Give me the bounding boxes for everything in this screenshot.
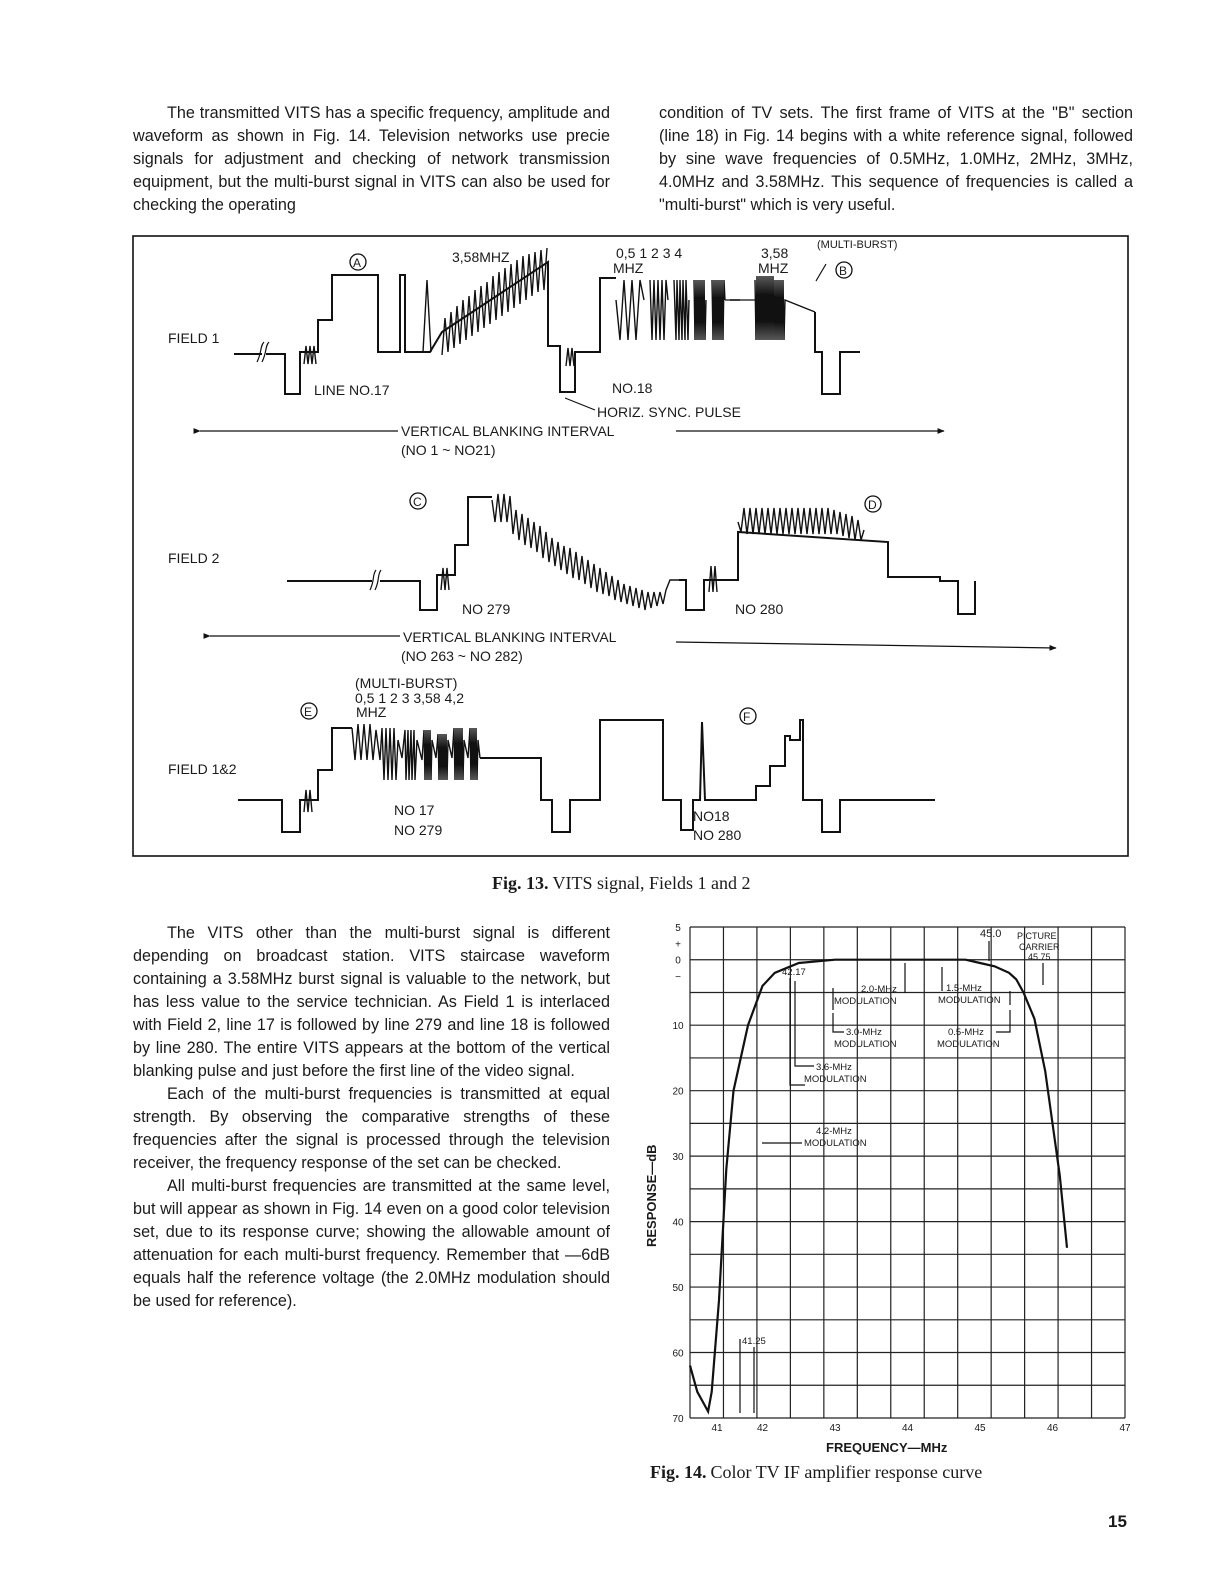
field1-sync-burst2 <box>566 348 574 366</box>
ann-36mhz-leader <box>795 981 814 1066</box>
intro-right-text: condition of TV sets. The first frame of VITS at the "B" section (line 18) in Fig. 14 begins with a white reference signal, followed by sine wave frequencies of 0.5MHz, 1.0MHz, 2MHz, 3MHz, 4.0MHz and 3.58MHz. This sequence of frequencies is called a "multi-burst" which is very useful. <box>659 104 1133 214</box>
intro-left-text: The transmitted VITS has a specific frequency, amplitude and waveform as shown in Fig. 14. Television networks use precie signals for adjustment and checking of network transmission equipment, but the multi-burst signal in VITS can also be used for checking the operating <box>133 104 610 214</box>
ann-42mhz-mod: MODULATION <box>804 1138 867 1149</box>
vbi2-label: VERTICAL BLANKING INTERVAL <box>403 629 617 645</box>
y-tick-label: 5 <box>675 923 681 934</box>
multiburst-e-label: (MULTI-BURST) <box>355 675 458 691</box>
vbi2-arrow-right <box>676 642 1056 648</box>
x-tick-label: 41 <box>711 1423 723 1434</box>
multiburst-e-nums: 0,5 1 2 3 3,58 4,2 <box>355 690 464 706</box>
horiz-sync-label: HORIZ. SYNC. PULSE <box>597 404 741 420</box>
ann-05mhz-leader <box>996 1010 1010 1032</box>
ann-05mhz-mod: MODULATION <box>937 1039 1000 1050</box>
y-tick-label: 0 <box>675 955 681 967</box>
fig14-caption-text: Color TV IF amplifier response curve <box>710 1462 983 1482</box>
chart-annotations <box>740 928 1060 1413</box>
body-left-column <box>133 922 610 1313</box>
y-tick-label: 40 <box>672 1217 684 1229</box>
ann-picture: PICTURE <box>1017 931 1057 941</box>
marker-f: F <box>743 710 751 724</box>
ann-30mhz-mod: MODULATION <box>834 1039 897 1050</box>
body-para-2: Each of the multi-burst frequencies is transmitted at equal strength. By observing the comparative strengths of these frequencies after the signal is processed through the television receiver, the frequency response of the set can be checked. <box>133 1085 610 1172</box>
ann-05mhz: 0.5-MHz <box>948 1027 984 1038</box>
vbi2-range: (NO 263 ~ NO 282) <box>401 648 523 664</box>
marker-b-slash <box>816 264 826 281</box>
field12-no18: NO18 <box>693 808 730 824</box>
x-tick-label: 44 <box>901 1423 914 1434</box>
field12-no279: NO 279 <box>394 822 443 838</box>
y-tick-label: − <box>675 972 681 984</box>
ann-30mhz-leader <box>833 1013 844 1032</box>
field1-break-mark <box>257 342 269 362</box>
ann-carrier: CARRIER <box>1019 942 1060 952</box>
ann-4575: 45.75 <box>1028 952 1051 962</box>
y-tick-label: 20 <box>672 1086 684 1098</box>
x-tick-labels <box>711 1423 1131 1434</box>
ann-42mhz: 4.2-MHz <box>816 1126 852 1137</box>
freq-358-label: 3,58MHZ <box>452 249 510 265</box>
field12-label: FIELD 1&2 <box>168 761 237 777</box>
figure-frame <box>133 236 1128 856</box>
field2-label: FIELD 2 <box>168 550 220 566</box>
field12-no17: NO 17 <box>394 802 435 818</box>
ann-30mhz: 3.0-MHz <box>846 1027 882 1038</box>
ann-36mhz: 3.6-MHz <box>816 1062 852 1073</box>
fig14-caption-num: Fig. 14. <box>650 1462 707 1482</box>
field1-multiburst <box>616 276 815 340</box>
ann-4125: 41.25 <box>742 1336 766 1347</box>
y-tick-label: 70 <box>672 1414 684 1425</box>
field1-sync-burst <box>304 346 316 364</box>
field2-sync-burst <box>441 568 449 590</box>
vbi1-range: (NO 1 ~ NO21) <box>401 442 496 458</box>
y-tick-label: 50 <box>672 1283 684 1295</box>
ann-450: 45.0 <box>980 928 1002 940</box>
multiburst-top-label: (MULTI-BURST) <box>817 239 898 251</box>
field12-waveform <box>238 720 935 832</box>
x-tick-label: 45 <box>974 1423 986 1434</box>
y-axis-label: RESPONSE—dB <box>644 1144 659 1247</box>
ann-36mhz-mod: MODULATION <box>804 1074 867 1085</box>
multiburst-top-358-mhz: MHZ <box>758 260 789 276</box>
body-para-1: The VITS other than the multi-burst signal is different depending on broadcast station. VITS staircase waveform containing a 3.58MHz burst signal is valuable to the network, but has less value to the service technician. As Field 1 is interlaced with Field 2, line 17 is followed by line 279 and line 18 is followed by line 280. The entire VITS appears at the bottom of the vertical blanking pulse and just before the first line of the video signal. <box>133 924 610 1080</box>
multiburst-top-mhz: MHZ <box>613 260 644 276</box>
ann-20mhz-mod: MODULATION <box>834 996 897 1007</box>
no280-label: NO 280 <box>735 601 784 617</box>
multiburst-top-nums: 0,5 1 2 3 4 <box>616 245 683 261</box>
marker-c: C <box>413 495 422 509</box>
body-para-3: All multi-burst frequencies are transmitted at the same level, but will appear as shown in Fig. 14 even on a good color television set, due to its response curve; showing the allowable amount of attenuation for each multi-burst frequency. Remember that —6dB equals half the reference voltage (the 2.0MHz modulation should be used for reference). <box>133 1177 610 1310</box>
fig13-caption-num: Fig. 13. <box>492 873 549 893</box>
x-tick-label: 46 <box>1046 1423 1059 1434</box>
ann-15mhz-mod: MODULATION <box>938 995 1001 1006</box>
x-tick-label: 43 <box>829 1423 841 1434</box>
y-tick-label: + <box>675 939 681 951</box>
no18-label: NO.18 <box>612 380 653 396</box>
multiburst-top-358: 3,58 <box>761 245 789 261</box>
y-tick-label: 60 <box>672 1348 684 1360</box>
ann-4125-leader <box>740 1339 754 1413</box>
fig13-caption <box>492 873 751 894</box>
field1-label: FIELD 1 <box>168 330 220 346</box>
y-tick-labels <box>672 923 684 1425</box>
field12-multiburst <box>352 724 480 780</box>
x-tick-label: 47 <box>1119 1423 1131 1434</box>
multiburst-e-mhz: MHZ <box>356 704 387 720</box>
ann-15mhz: 1.5-MHz <box>946 983 982 994</box>
ann-4217-leader <box>790 978 805 1085</box>
field1-358-burst <box>423 280 431 352</box>
page-number: 15 <box>1108 1512 1127 1531</box>
field12-no280: NO 280 <box>693 827 742 843</box>
response-curve-chart <box>630 915 1150 1460</box>
line17-label: LINE NO.17 <box>314 382 390 398</box>
ann-4217: 42.17 <box>782 967 806 978</box>
y-tick-label: 30 <box>672 1152 684 1164</box>
marker-a: A <box>353 256 362 270</box>
field2-stair-burst <box>492 494 679 610</box>
x-axis-label: FREQUENCY—MHz <box>826 1440 948 1455</box>
fig14-caption <box>650 1462 982 1483</box>
vbi1-label: VERTICAL BLANKING INTERVAL <box>401 423 615 439</box>
y-tick-label: 10 <box>672 1021 684 1033</box>
no279-label: NO 279 <box>462 601 511 617</box>
marker-d: D <box>868 498 877 512</box>
fig13-caption-text: VITS signal, Fields 1 and 2 <box>552 873 751 893</box>
x-tick-label: 42 <box>756 1423 769 1434</box>
marker-b: B <box>839 264 848 278</box>
ann-20mhz: 2.0-MHz <box>861 984 897 995</box>
horiz-sync-leader <box>565 398 595 410</box>
marker-e: E <box>304 705 313 719</box>
